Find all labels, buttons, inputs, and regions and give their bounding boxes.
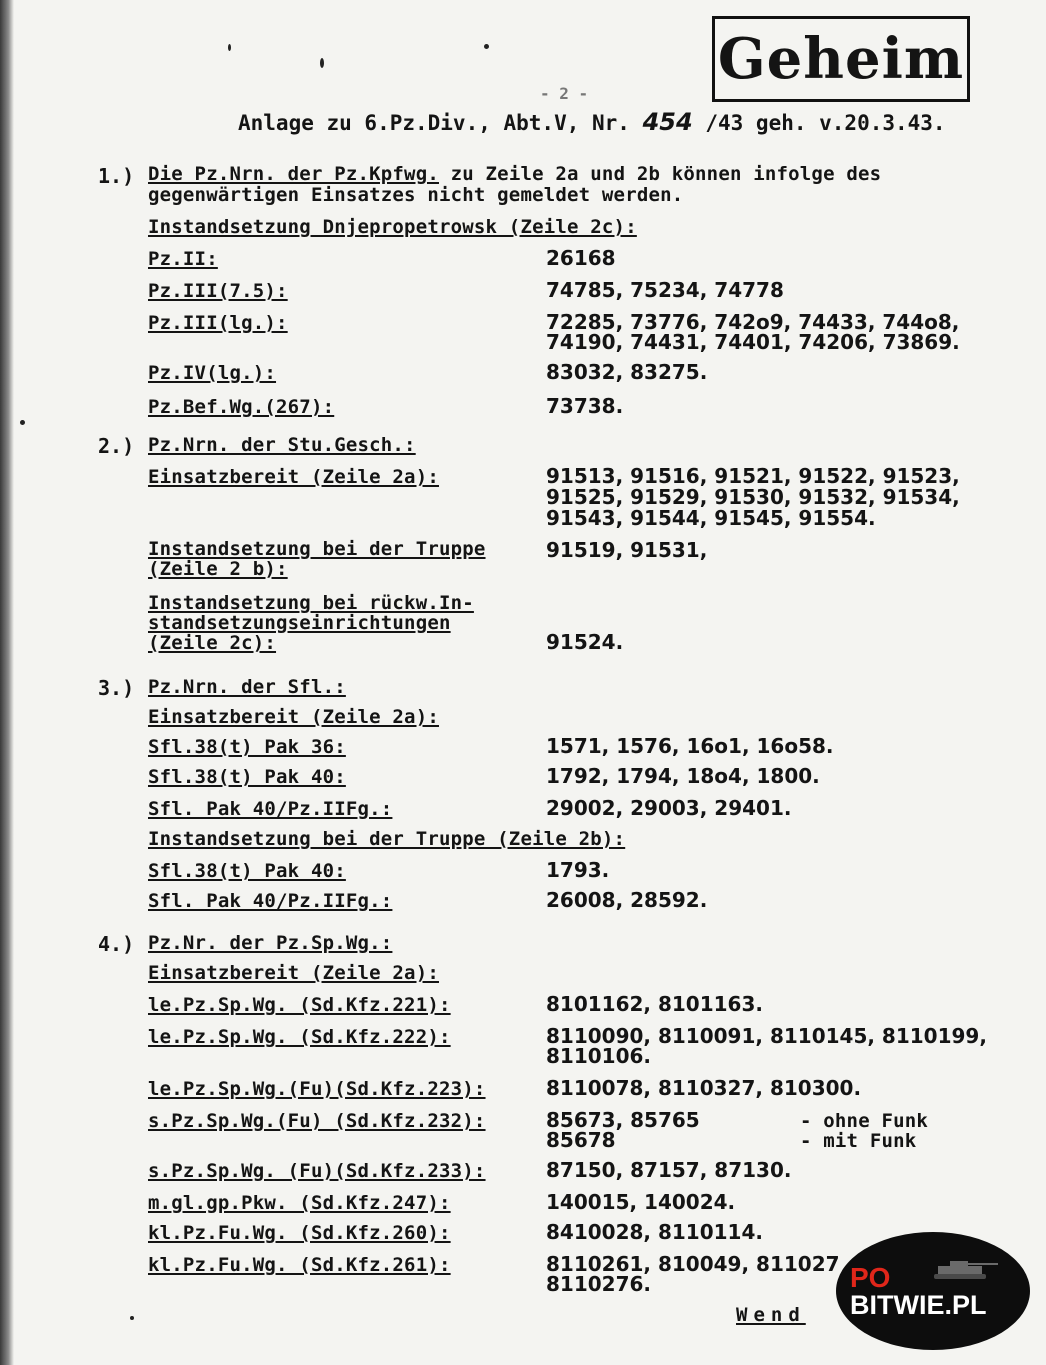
vehicle-numbers: 72285, 73776, 742o9, 74433, 744o8, [546, 310, 960, 334]
section-number: 1.) [98, 164, 135, 188]
section-number: 3.) [98, 676, 135, 700]
vehicle-label: Sfl.38(t) Pak 36: [148, 736, 346, 758]
radio-note: - ohne Funk [800, 1110, 929, 1132]
section3-heading: Pz.Nrn. der Sfl.: [148, 676, 346, 698]
ink-speck [20, 420, 25, 425]
vehicle-numbers: 8410028, 8110114. [546, 1220, 763, 1244]
vehicle-label: le.Pz.Sp.Wg.(Fu)(Sd.Kfz.223): [148, 1078, 486, 1100]
vehicle-numbers: 91513, 91516, 91521, 91522, 91523, [546, 464, 960, 488]
status-label: (Zeile 2 b): [148, 558, 288, 580]
reference-number: 454 [642, 108, 693, 136]
ink-speck [484, 44, 489, 49]
stamp-text: Geheim [717, 26, 965, 92]
section3-subheading: Instandsetzung bei der Truppe (Zeile 2b): [148, 828, 626, 850]
section-number: 2.) [98, 434, 135, 458]
section4-subheading: Einsatzbereit (Zeile 2a): [148, 962, 439, 984]
status-label: Einsatzbereit (Zeile 2a): [148, 466, 439, 488]
vehicle-numbers: 140015, 140024. [546, 1190, 736, 1214]
section-number: 4.) [98, 932, 135, 956]
vehicle-numbers: 8110276. [546, 1272, 652, 1296]
status-label: Instandsetzung bei der Truppe [148, 538, 486, 560]
watermark-bitwie: BITWIE.PL [850, 1290, 987, 1320]
vehicle-label: s.Pz.Sp.Wg. (Fu)(Sd.Kfz.233): [148, 1160, 486, 1182]
vehicle-label: Pz.III(7.5): [148, 280, 288, 302]
vehicle-label: kl.Pz.Fu.Wg. (Sd.Kfz.260): [148, 1222, 451, 1244]
vehicle-label: Pz.II: [148, 248, 218, 270]
vehicle-label: Sfl. Pak 40/Pz.IIFg.: [148, 890, 393, 912]
vehicle-numbers: 85678 [546, 1128, 616, 1152]
radio-note: - mit Funk [800, 1130, 917, 1152]
vehicle-numbers: 1793. [546, 858, 610, 882]
intro-rest: zu Zeile 2a und 2b können infolge des [438, 163, 882, 185]
vehicle-numbers: 83032, 83275. [546, 360, 708, 384]
vehicle-label: Sfl. Pak 40/Pz.IIFg.: [148, 798, 393, 820]
binding-edge [0, 0, 14, 1365]
tank-icon [924, 1258, 1004, 1280]
vehicle-numbers: 73738. [546, 394, 624, 418]
vehicle-numbers: 85673, 85765 [546, 1108, 700, 1132]
vehicle-label: Pz.IV(lg.): [148, 362, 277, 384]
vehicle-label: Sfl.38(t) Pak 40: [148, 860, 346, 882]
ink-speck [228, 44, 231, 51]
page-number: - 2 - [540, 84, 589, 103]
signature-fragment: Wend [736, 1304, 806, 1326]
reference-line [238, 108, 946, 136]
section2-heading: Pz.Nrn. der Stu.Gesch.: [148, 434, 416, 456]
vehicle-label: le.Pz.Sp.Wg. (Sd.Kfz.222): [148, 1026, 451, 1048]
vehicle-numbers: 29002, 29003, 29401. [546, 796, 792, 820]
vehicle-label: le.Pz.Sp.Wg. (Sd.Kfz.221): [148, 994, 451, 1016]
vehicle-numbers: 8110261, 810049, 811027 [546, 1252, 840, 1276]
section1-intro-line2: gegenwärtigen Einsatzes nicht gemeldet werden. [148, 184, 684, 206]
vehicle-numbers: 74785, 75234, 74778 [546, 278, 784, 302]
vehicle-label: Pz.Bef.Wg.(267): [148, 396, 335, 418]
vehicle-numbers: 1792, 1794, 18o4, 1800. [546, 764, 820, 788]
reference-prefix: Anlage zu 6.Pz.Div., Abt.V, Nr. [238, 111, 630, 135]
ink-speck [320, 58, 324, 68]
vehicle-numbers: 91524. [546, 630, 624, 654]
section1-heading: Instandsetzung Dnjepropetrowsk (Zeile 2c): [148, 216, 637, 238]
ink-speck [130, 1316, 134, 1320]
vehicle-numbers: 91543, 91544, 91545, 91554. [546, 506, 876, 530]
watermark-logo [836, 1232, 1030, 1350]
section1-intro [148, 163, 881, 185]
vehicle-label: Sfl.38(t) Pak 40: [148, 766, 346, 788]
intro-subject: Die Pz.Nrn. der Pz.Kpfwg. [148, 163, 439, 185]
vehicle-label: m.gl.gp.Pkw. (Sd.Kfz.247): [148, 1192, 451, 1214]
status-label: standsetzungseinrichtungen [148, 612, 451, 634]
status-label: Instandsetzung bei rückw.In- [148, 592, 474, 614]
vehicle-numbers: 26008, 28592. [546, 888, 708, 912]
vehicle-numbers: 8110090, 8110091, 8110145, 8110199, [546, 1024, 987, 1048]
vehicle-label: kl.Pz.Fu.Wg. (Sd.Kfz.261): [148, 1254, 451, 1276]
vehicle-numbers: 26168 [546, 246, 616, 270]
vehicle-numbers: 8110106. [546, 1044, 652, 1068]
vehicle-numbers: 91519, 91531, [546, 538, 708, 562]
vehicle-numbers: 91525, 91529, 91530, 91532, 91534, [546, 485, 960, 509]
vehicle-numbers: 8101162, 8101163. [546, 992, 763, 1016]
vehicle-numbers: 8110078, 8110327, 810300. [546, 1076, 862, 1100]
section3-subheading: Einsatzbereit (Zeile 2a): [148, 706, 439, 728]
classification-stamp [712, 16, 970, 102]
status-label: (Zeile 2c): [148, 632, 277, 654]
watermark-po: PO [850, 1262, 891, 1293]
vehicle-numbers: 74190, 74431, 74401, 74206, 73869. [546, 330, 960, 354]
vehicle-label: s.Pz.Sp.Wg.(Fu) (Sd.Kfz.232): [148, 1110, 486, 1132]
section4-heading: Pz.Nr. der Pz.Sp.Wg.: [148, 932, 393, 954]
reference-suffix: /43 geh. v.20.3.43. [705, 111, 946, 135]
vehicle-numbers: 1571, 1576, 16o1, 16o58. [546, 734, 834, 758]
vehicle-label: Pz.III(lg.): [148, 312, 288, 334]
vehicle-numbers: 87150, 87157, 87130. [546, 1158, 792, 1182]
